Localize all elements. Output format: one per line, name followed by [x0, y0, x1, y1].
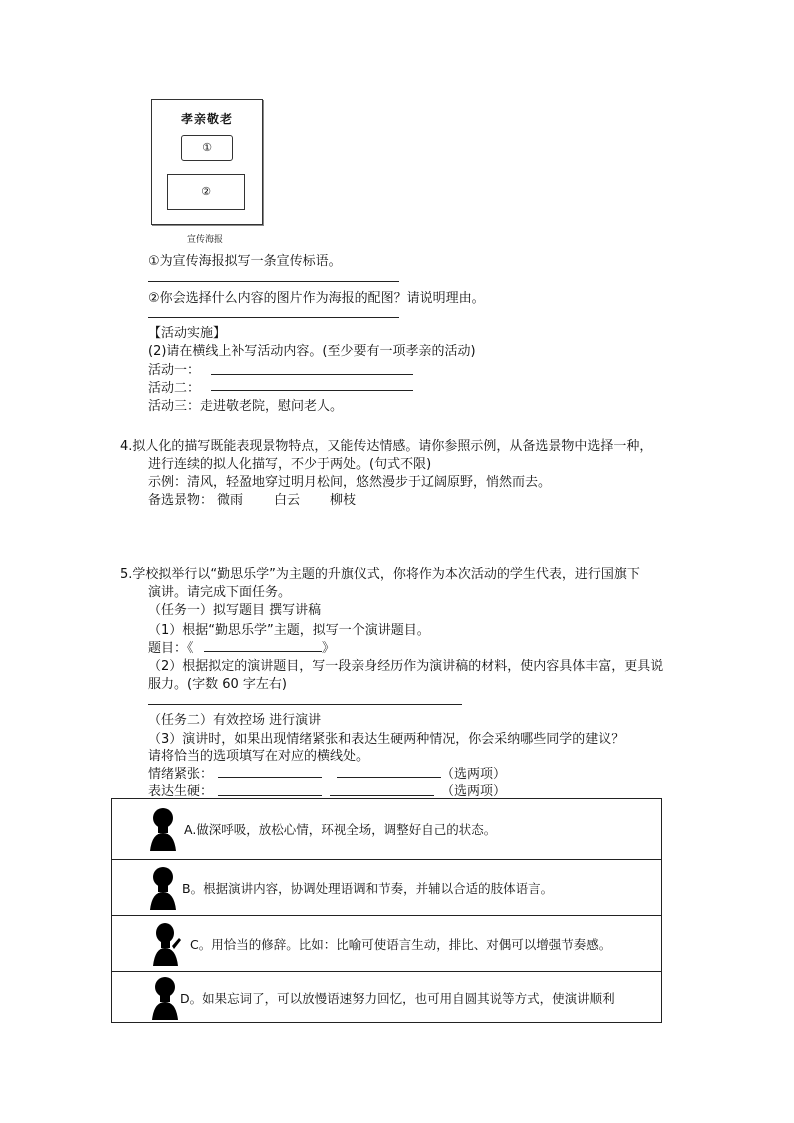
q3-sub2-answer-line[interactable]	[148, 317, 399, 318]
q5-line1: 5.学校拟举行以“勤思乐学”为主题的升旗仪式，你将作为本次活动的学生代表，进行国旗下	[120, 567, 640, 582]
advice-option-a: A.做深呼吸，放松心情，环视全场，调整好自己的状态。	[184, 822, 497, 837]
q3-activity1-answer-line[interactable]	[211, 374, 413, 375]
poster-slot-1: ①	[181, 135, 233, 161]
q5-title-label: 题目：《	[148, 641, 194, 656]
q5-sub2-answer-line[interactable]	[148, 704, 462, 705]
poster-illustration	[151, 99, 263, 225]
q5-sub2-line1: （2）根据拟定的演讲题目，写一段亲身经历作为演讲稿的材料，使内容具体丰富，更具说	[148, 659, 664, 674]
student-silhouette-icon	[148, 866, 178, 910]
q5-stiff-answer-line-1[interactable]	[218, 795, 322, 796]
q5-stiff-label: 表达生硬：	[148, 784, 214, 799]
q5-line2: 演讲。请完成下面任务。	[148, 585, 292, 600]
q3-impl-heading: 【活动实施】	[148, 326, 227, 341]
q5-task1: （任务一）拟写题目 撰写讲稿	[148, 603, 322, 618]
q5-sub3-line1: （3）演讲时，如果出现情绪紧张和表达生硬两种情况，你会采纳哪些同学的建议？	[148, 732, 625, 747]
q5-nervous-choose-two: （选两项）	[441, 767, 507, 782]
advice-option-c: C。用恰当的修辞。比如：比喻可使语言生动，排比、对偶可以增强节奏感。	[190, 937, 612, 952]
q3-sub1-answer-line[interactable]	[148, 281, 399, 282]
advice-option-b: B。根据演讲内容，协调处理语调和节奏，并辅以合适的肢体语言。	[182, 881, 554, 896]
q3-activity2-label: 活动二：	[148, 381, 201, 396]
q5-title-close: 》	[322, 641, 336, 656]
q3-activity3: 活动三：走进敬老院，慰问老人。	[148, 399, 344, 414]
advice-options-table	[111, 798, 662, 1023]
q5-nervous-answer-line-2[interactable]	[337, 777, 441, 778]
q4-options-label: 备选景物：	[148, 493, 214, 508]
q3-activity1-label: 活动一：	[148, 363, 201, 378]
q5-sub2-line2: 服力。(字数 60 字左右)	[148, 677, 287, 692]
advice-option-d-row	[112, 971, 661, 1023]
q5-title-answer-line[interactable]	[204, 651, 322, 652]
q4-line1: 4.拟人化的描写既能表现景物特点，又能传达情感。请你参照示例，从备选景物中选择一种，	[120, 439, 653, 454]
q5-stiff-answer-line-2[interactable]	[330, 795, 434, 796]
q4-option-drizzle: 微雨	[217, 493, 244, 508]
q4-option-cloud: 白云	[274, 493, 301, 508]
q5-nervous-answer-line-1[interactable]	[218, 777, 322, 778]
q4-option-willow: 柳枝	[330, 493, 357, 508]
poster-caption: 宣传海报	[187, 235, 224, 245]
advice-option-b-row	[112, 859, 661, 916]
advice-option-a-row	[112, 799, 661, 859]
poster-slot-2: ②	[167, 174, 245, 210]
q5-nervous-label: 情绪紧张：	[148, 767, 214, 782]
student-silhouette-icon	[150, 976, 180, 1020]
q3-impl-prompt: (2)请在横线上补写活动内容。(至少要有一项孝亲的活动)	[148, 344, 476, 359]
poster-title: 孝亲敬老	[180, 112, 233, 126]
q4-example: 示例：清风，轻盈地穿过明月松间，悠然漫步于辽阔原野，悄然而去。	[148, 475, 552, 490]
q5-stiff-choose-two: （选两项）	[441, 784, 507, 799]
advice-option-d: D。如果忘词了，可以放慢语速努力回忆，也可用自圆其说等方式，使演讲顺利	[180, 990, 615, 1006]
q3-activity2-answer-line[interactable]	[211, 390, 413, 391]
q5-sub3-line2: 请将恰当的选项填写在对应的横线处。	[148, 749, 370, 764]
student-thinking-silhouette-icon	[152, 922, 182, 966]
q3-sub2: ②你会选择什么内容的图片作为海报的配图？请说明理由。	[148, 291, 485, 306]
q5-sub1: （1）根据“勤思乐学”主题，拟写一个演讲题目。	[148, 623, 430, 638]
q3-sub1: ①为宣传海报拟写一条宣传标语。	[148, 254, 342, 269]
q4-line2: 进行连续的拟人化描写，不少于两处。(句式不限)	[148, 457, 432, 472]
student-silhouette-icon	[148, 807, 178, 851]
advice-option-c-row	[112, 915, 661, 972]
q5-task2: （任务二）有效控场 进行演讲	[148, 713, 322, 728]
